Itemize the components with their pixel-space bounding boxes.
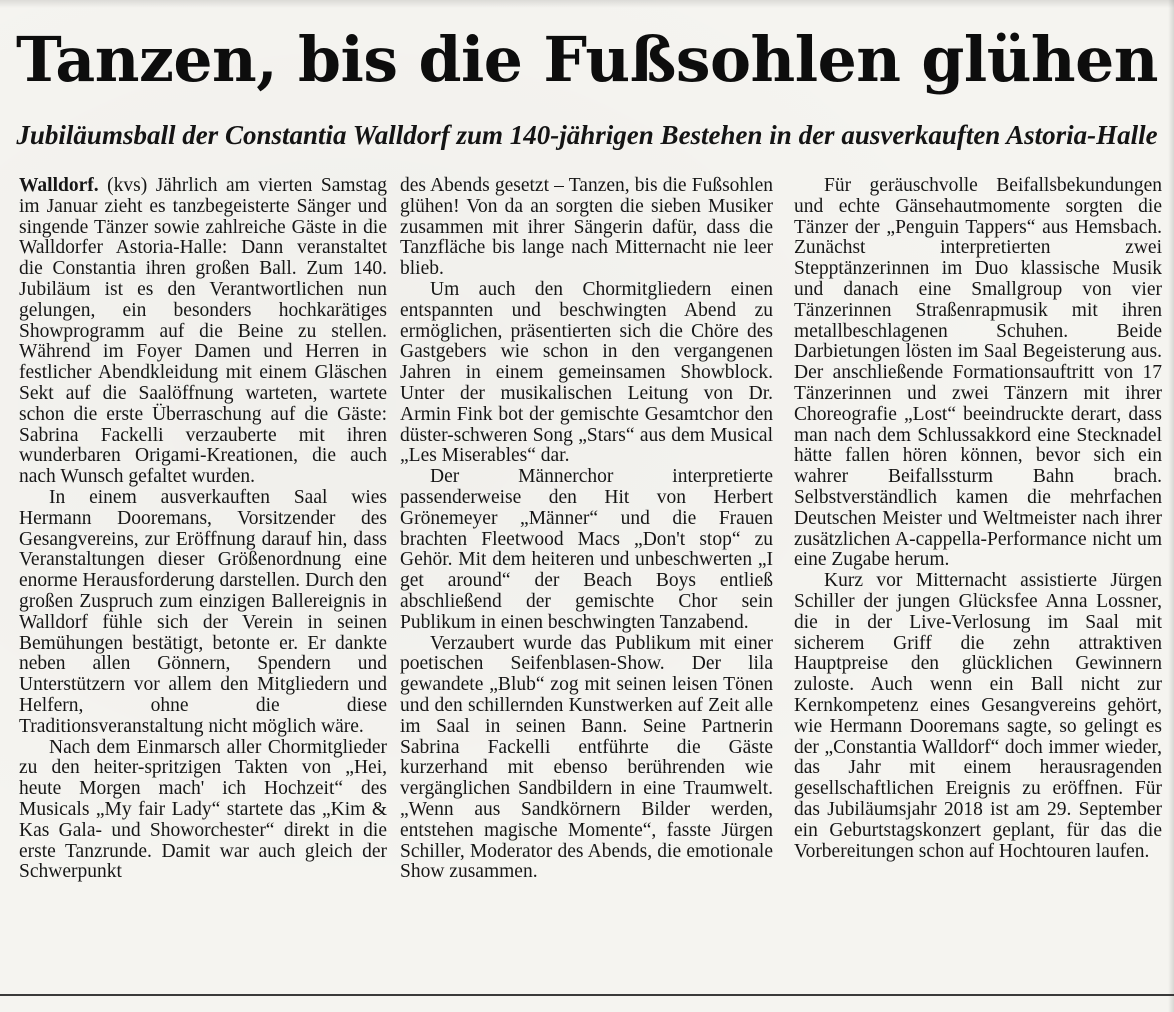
article-column-3 <box>794 176 1162 862</box>
paragraph: In einem ausverkauften Saal wies Hermann Dooremans, Vorsitzender des Gesangvereins, zur Eröffnung darauf hin, dass Veranstaltungen dieser Größenordnung eine enorme Herausforderung darstellen. Durch den großen Zuspruch zum einzigen Ballereignis in Walldorf fühle sich der Verein in seinen Bemühungen bestätigt, betonte er. Er dankte neben allen Gönnern, Spendern und Unterstützern vor allem den Mitgliedern und Helfern, ohne die diese Traditionsveranstaltung nicht möglich wäre. <box>19 486 387 737</box>
article-headline: Tanzen, bis die Fußsohlen glühen <box>16 23 1158 96</box>
paragraph: Für geräuschvolle Beifallsbekundungen und echte Gänsehautmomente sorgten die Tänzer der „Penguin Tappers“ aus Hemsbach. Zunächst interpretierten zwei Stepptänzerinnen im Duo klassische Musik und danach eine Smallgroup von vier Tänzerinnen Straßenrapmusik mit ihren metallbeschlagenen Schuhen. Beide Darbietungen lösten im Saal Begeisterung aus. Der anschließende Formationsauftritt von 17 Tänzerinnen und zwei Tänzern mit ihrer Choreografie „Lost“ beeindruckte derart, dass man nach dem Schlussakkord eine Stecknadel hätte fallen hören können, bevor sich ein wahrer Beifallssturm Bahn brach. Selbstverständlich kamen die mehrfachen Deutschen Meister und Weltmeister nach ihrer zusätzlichen A-cappella-Performance nicht um eine Zugabe herum. <box>794 175 1162 571</box>
article-subheadline: Jubiläumsball der Constantia Walldorf zum 140-jährigen Bestehen in der ausverkauften Astoria-Halle <box>16 120 1158 150</box>
article-column-2 <box>400 176 773 883</box>
paragraph: Nach dem Einmarsch aller Chormitglieder zu den heiter-spritzigen Takten von „Hei, heute Morgen mach' ich Hochzeit“ des Musicals „My fair Lady“ startete das „Kim & Kas Gala- und Showorchester“ direkt in die erste Tanzrunde. Damit war auch gleich der Schwerpunkt <box>19 736 387 883</box>
bottom-rule <box>0 994 1174 996</box>
paragraph: Um auch den Chormitgliedern einen entspannten und beschwingten Abend zu ermöglichen, präsentierten sich die Chöre des Gastgebers wie schon in den vergangenen Jahren in einem gemeinsamen Showblock. Unter der musikalischen Leitung von Dr. Armin Fink bot der gemischte Gesamtchor den düster-schweren Song „Stars“ aus dem Musical „Les Miserables“ dar. <box>400 278 773 467</box>
paragraph: Der Männerchor interpretierte passenderweise den Hit von Herbert Grönemeyer „Männer“ und die Frauen brachten Fleetwood Macs „Don't stop“ zu Gehör. Mit dem heiteren und unbeschwerten „I get around“ der Beach Boys entließ abschließend der gemischte Chor sein Publikum in einen beschwingten Tanzabend. <box>400 466 773 633</box>
paragraph: des Abends gesetzt – Tanzen, bis die Fußsohlen glühen! Von da an sorgten die sieben Musiker zusammen mit ihrer Sängerin dafür, dass die Tanzfläche bis lange nach Mitternacht nie leer blieb. <box>400 175 773 280</box>
paper-shadow-top <box>0 0 1174 8</box>
paragraph: Kurz vor Mitternacht assistierte Jürgen Schiller der jungen Glücksfee Anna Lossner, die in der Live-Verlosung im Saal mit sicherem Griff die zehn attraktiven Hauptpreise den glücklichen Gewinnern zuloste. Auch wenn ein Ball nicht zur Kernkompetenz eines Gesangvereins gehört, wie Hermann Dooremans sagte, so gelingt es der „Constantia Walldorf“ doch immer wieder, das Jahr mit einem herausragenden gesellschaftlichen Ereignis zu eröffnen. Für das Jubiläumsjahr 2018 ist am 29. September ein Geburtstagskonzert geplant, für das die Vorbereitungen schon auf Hochtouren laufen. <box>794 570 1162 862</box>
dateline: Walldorf. <box>19 175 99 196</box>
paragraph: Verzaubert wurde das Publikum mit einer poetischen Seifenblasen-Show. Der lila gewandete „Blub“ zog mit seinen leisen Tönen und den schillernden Kunstwerken auf Zeit alle im Saal in seinen Bann. Seine Partnerin Sabrina Fackelli entführte die Gäste kurzerhand mit ebenso berührenden wie vergänglichen Sandbildern in eine Traumwelt. „Wenn aus Sandkörnern Bilder werden, entstehen magische Momente“, fasste Jürgen Schiller, Moderator des Abends, die emotionale Show zusammen. <box>400 632 773 883</box>
paragraph-text: (kvs) Jährlich am vierten Samstag im Januar zieht es tanzbegeisterte Sänger und singende Tänzer sowie zahlreiche Gäste in die Walldorfer Astoria-Halle: Dann veranstaltet die Constantia ihren großen Ball. Zum 140. Jubiläum ist es den Verantwortlichen nun gelungen, ein besonders hochkarätiges Showprogramm auf die Beine zu stellen. Während im Foyer Damen und Herren in festlicher Abendkleidung mit einem Gläschen Sekt auf die Saalöffnung warteten, wartete schon die erste Überraschung auf die Gäste: Sabrina Fackelli verzauberte mit ihren wunderbaren Origami-Kreationen, die auch nach Wunsch gefaltet wurden. <box>19 175 387 488</box>
article-column-1 <box>19 176 387 883</box>
paragraph <box>19 176 387 488</box>
